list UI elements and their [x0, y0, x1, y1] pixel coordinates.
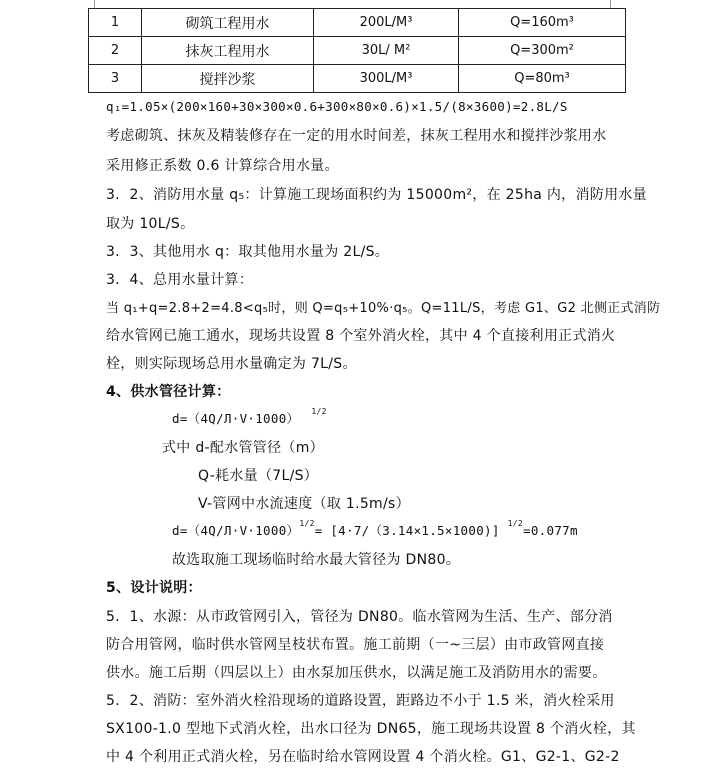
formula-diameter: d=（4Q/Л·V·1000） $^{1/2}$ [172, 406, 327, 426]
item-name: 抹灰工程用水 [142, 37, 314, 65]
paragraph-line: 取为 10L/S。 [106, 216, 195, 232]
usage-norm: 200L/M³ [314, 9, 459, 37]
paragraph-line: 采用修正系数 0.6 计算综合用水量。 [106, 158, 339, 174]
item-name: 砌筑工程用水 [142, 9, 314, 37]
page-border-left [94, 0, 95, 8]
quantity: Q=300m² [459, 37, 626, 65]
paragraph-line: 中 4 个利用正式消火栓，另在临时给水管网设置 4 个消火栓。G1、G2-1、G2-2 [106, 749, 620, 765]
water-usage-table [88, 8, 626, 93]
paragraph-line: 给水管网已施工通水，现场共设置 8 个室外消火栓，其中 4 个直接利用正式消火 [106, 328, 616, 344]
table-row [89, 9, 626, 37]
paragraph-line: SX100-1.0 型地下式消火栓，出水口径为 DN65，施工现场共设置 8 个消火栓，其 [106, 721, 636, 737]
quantity: Q=160m³ [459, 9, 626, 37]
usage-norm: 30L/ M² [314, 37, 459, 65]
row-number: 3 [89, 65, 142, 93]
paragraph-line: 供水。施工后期（四层以上）由水泵加压供水，以满足施工及消防用水的需要。 [106, 665, 607, 681]
formula-legend-v: V-管网中水流速度（取 1.5m/s） [198, 496, 410, 512]
formula-legend-q: Q-耗水量（7L/S） [198, 468, 319, 484]
formula-diameter-result: $d=(4Q/Л\cdot V\cdot 1000)^{1/2}= [4\cdot 7/(3.14\times 1.5\times 1000)]$ $^{1/2}$=0.077m [172, 518, 578, 538]
item-name: 搅拌沙浆 [142, 65, 314, 93]
formula-legend-d: 式中 d-配水管管径（m） [162, 440, 324, 456]
formula-q1: q₁=1.05×(200×160+30×300×0.6+300×80×0.6)×1.5/(8×3600)=2.8L/S [106, 99, 568, 114]
page-border-right [610, 0, 611, 8]
paragraph-line: 3．4、总用水量计算： [106, 272, 254, 288]
table-row [89, 65, 626, 93]
quantity: Q=80m³ [459, 65, 626, 93]
paragraph-line: 当 q₁+q=2.8+2=4.8<q₅时，则 Q=q₅+10%·q₅。Q=11L/S，考虑 G1、G2 北侧正式消防 [106, 301, 661, 316]
table-row [89, 37, 626, 65]
paragraph-line: 故选取施工现场临时给水最大管径为 DN80。 [172, 552, 461, 568]
paragraph-line: 考虑砌筑、抹灰及精装修存在一定的用水时间差，抹灰工程用水和搅拌沙浆用水 [106, 128, 607, 144]
row-number: 2 [89, 37, 142, 65]
paragraph-line: 3．2、消防用水量 q₅：计算施工现场面积约为 15000m²，在 25ha 内，消防用水量 [106, 187, 647, 203]
paragraph-line: 3．3、其他用水 q：取其他用水量为 2L/S。 [106, 244, 390, 260]
usage-norm: 300L/M³ [314, 65, 459, 93]
paragraph-line: 5．1、水源：从市政管网引入，管径为 DN80。临水管网为生活、生产、部分消 [106, 609, 613, 625]
paragraph-line: 栓，则实际现场总用水量确定为 7L/S。 [106, 356, 357, 372]
row-number: 1 [89, 9, 142, 37]
paragraph-line: 防合用管网，临时供水管网呈枝状布置。施工前期（一~三层）由市政管网直接 [106, 637, 605, 653]
paragraph-line: 5．2、消防：室外消火栓沿现场的道路设置，距路边不小于 1.5 米，消火栓采用 [106, 693, 615, 709]
section-heading-5: 5、设计说明： [106, 580, 202, 596]
section-heading-4: 4、供水管径计算： [106, 384, 231, 400]
